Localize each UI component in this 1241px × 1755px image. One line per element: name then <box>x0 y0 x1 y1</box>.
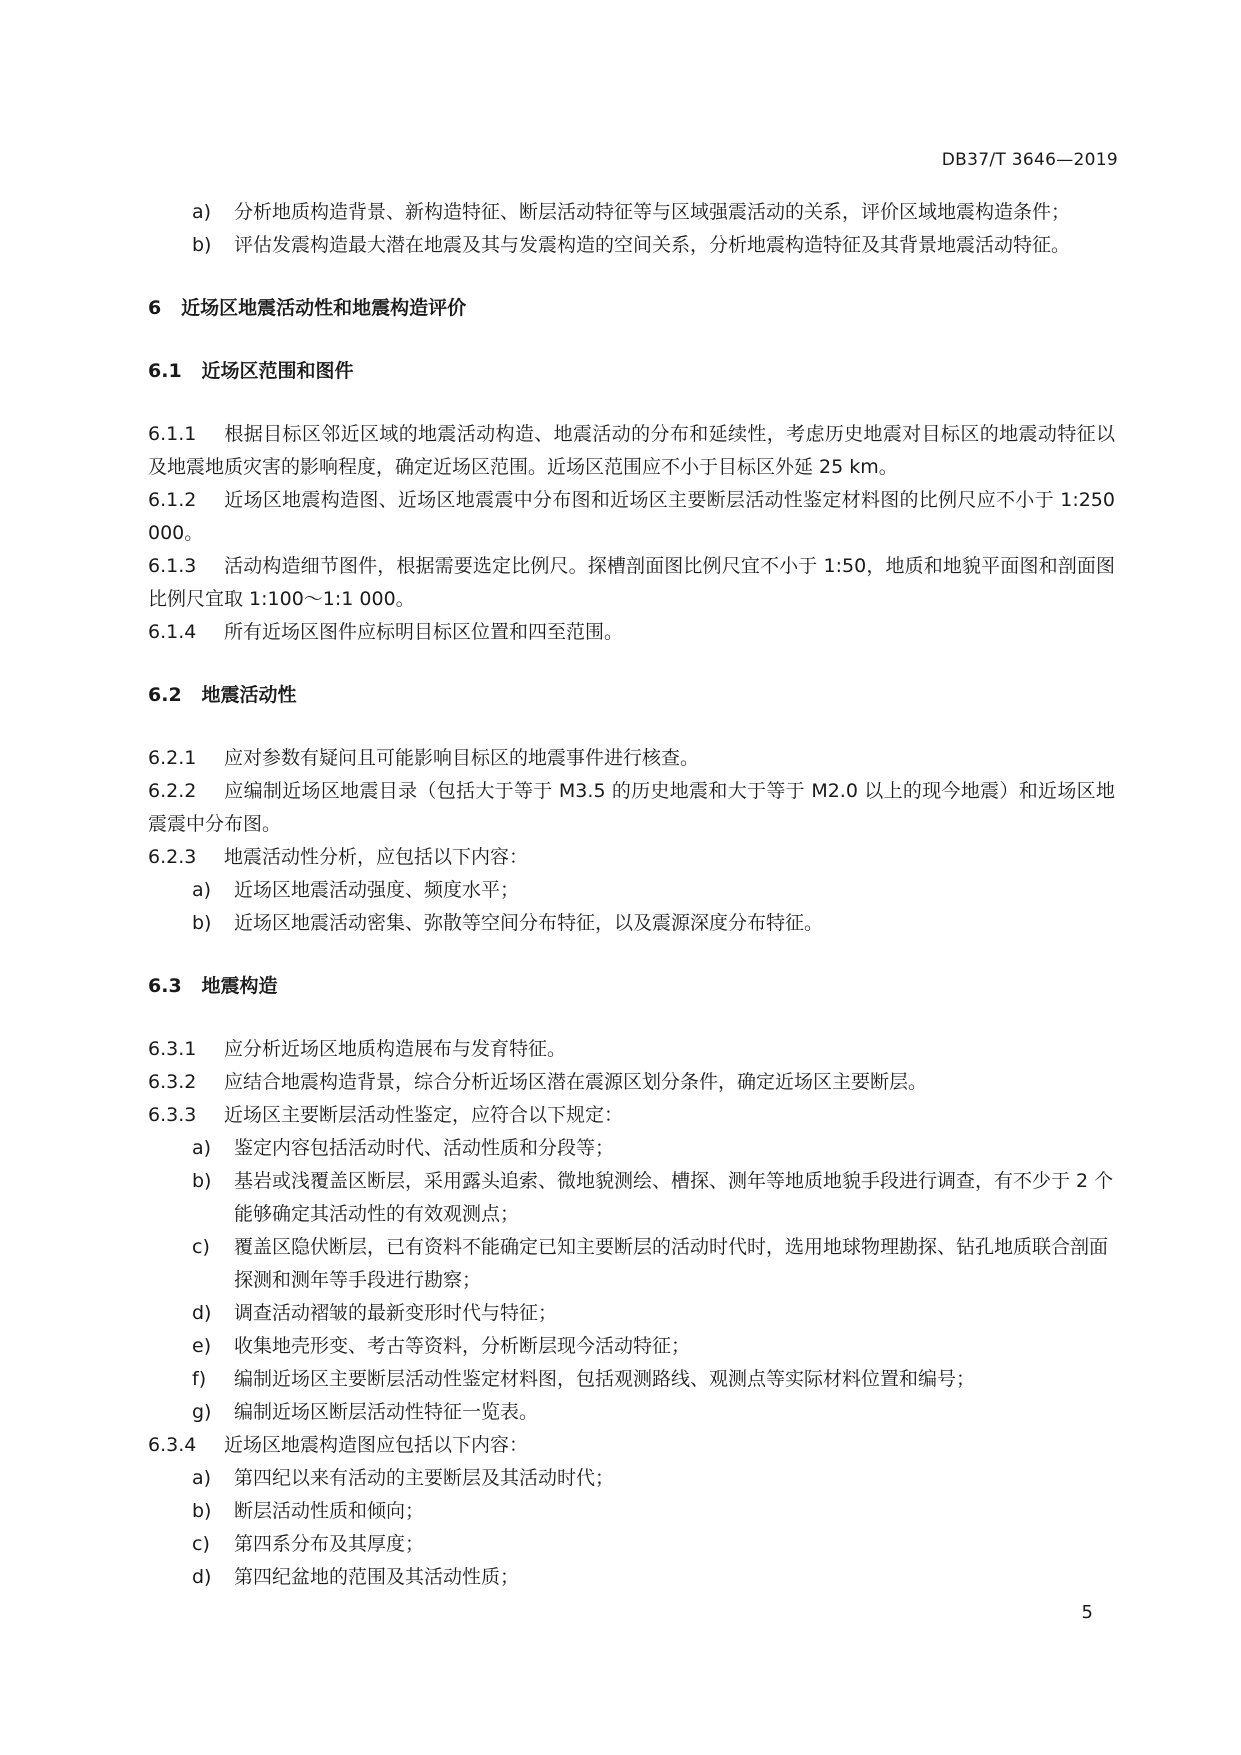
list-marker: c) <box>192 1236 210 1258</box>
list-marker: d) <box>192 1302 212 1324</box>
list-marker: b) <box>192 912 212 934</box>
list-marker: c) <box>192 1533 210 1555</box>
clause-number: 6.3.4 <box>148 1434 197 1456</box>
clause-text: 应分析近场区地质构造展布与发育特征。 <box>224 1038 567 1060</box>
list-text: 近场区地震活动密集、弥散等空间分布特征，以及震源深度分布特征。 <box>234 912 824 934</box>
section-title: 近场区范围和图件 <box>201 360 354 382</box>
page-number: 5 <box>1081 1602 1093 1623</box>
section-number: 6.1 <box>148 360 182 382</box>
list-marker: b) <box>192 1170 212 1192</box>
list-marker: a) <box>192 201 212 223</box>
list-text: 分析地质构造背景、新构造特征、断层活动特征等与区域强震活动的关系，评价区域地震构造条件； <box>234 201 1071 223</box>
clause-text: 应编制近场区地震目录（包括大于等于 M3.5 的历史地震和大于等于 M2.0 以上的现今地震）和近场区地震震中分布图。 <box>148 780 1115 835</box>
clause-text: 近场区地震构造图、近场区地震震中分布图和近场区主要断层活动性鉴定材料图的比例尺应不小于 1:250 000。 <box>148 489 1115 544</box>
list-text: 覆盖区隐伏断层，已有资料不能确定已知主要断层的活动时代时，选用地球物理勘探、钻孔地质联合剖面探测和测年等手段进行勘察； <box>234 1236 1109 1291</box>
list-text: 第四纪盆地的范围及其活动性质； <box>234 1566 520 1588</box>
section-number: 6.2 <box>148 684 182 706</box>
list-text: 断层活动性质和倾向； <box>234 1500 425 1522</box>
clause-number: 6.2.2 <box>148 780 197 802</box>
clause-text: 应结合地震构造背景，综合分析近场区潜在震源区划分条件，确定近场区主要断层。 <box>224 1071 928 1093</box>
list-marker: a) <box>192 879 212 901</box>
list-text: 鉴定内容包括活动时代、活动性质和分段等； <box>234 1137 615 1159</box>
clause-number: 6.3.2 <box>148 1071 197 1093</box>
clause-number: 6.1.4 <box>148 621 197 643</box>
clause-6-2-2 <box>148 775 1115 841</box>
list-marker: b) <box>192 234 212 256</box>
clause-6-3-3 <box>148 1099 1115 1132</box>
list-item <box>148 196 1115 229</box>
clause-6-2-3 <box>148 841 1115 874</box>
section-title: 地震构造 <box>201 975 278 997</box>
list-text: 第四纪以来有活动的主要断层及其活动时代； <box>234 1467 615 1489</box>
clause-6-1-4 <box>148 616 1115 649</box>
clause-text: 应对参数有疑问且可能影响目标区的地震事件进行核查。 <box>224 747 700 769</box>
list-text: 编制近场区主要断层活动性鉴定材料图，包括观测路线、观测点等实际材料位置和编号； <box>234 1368 976 1390</box>
list-item <box>148 1231 1115 1297</box>
list-text: 调查活动褶皱的最新变形时代与特征； <box>234 1302 558 1324</box>
section-heading-6 <box>148 292 1115 325</box>
clause-6-2-1 <box>148 742 1115 775</box>
document-code: DB37/T 3646—2019 <box>941 150 1118 170</box>
list-item <box>148 907 1115 940</box>
list-item <box>148 1297 1115 1330</box>
section-title: 近场区地震活动性和地震构造评价 <box>181 297 467 319</box>
list-marker: a) <box>192 1137 212 1159</box>
clause-text: 地震活动性分析，应包括以下内容： <box>224 846 529 868</box>
clause-6-1-2 <box>148 484 1115 550</box>
list-item <box>148 229 1115 262</box>
clause-text: 根据目标区邻近区域的地震活动构造、地震活动的分布和延续性，考虑历史地震对目标区的地震动特征以及地震地质灾害的影响程度，确定近场区范围。近场区范围应不小于目标区外延 25 km。 <box>148 423 1115 478</box>
clause-6-1-1 <box>148 418 1115 484</box>
list-item <box>148 1396 1115 1429</box>
list-text: 基岩或浅覆盖区断层，采用露头追索、微地貌测绘、槽探、测年等地质地貌手段进行调查，有不少于 2 个能够确定其活动性的有效观测点； <box>234 1170 1114 1225</box>
clause-number: 6.2.3 <box>148 846 197 868</box>
clause-6-3-4 <box>148 1429 1115 1462</box>
list-item <box>148 1528 1115 1561</box>
list-marker: e) <box>192 1335 212 1357</box>
clause-text: 近场区主要断层活动性鉴定，应符合以下规定： <box>224 1104 624 1126</box>
clause-number: 6.1.2 <box>148 489 197 511</box>
list-item <box>148 1165 1115 1231</box>
clause-text: 活动构造细节图件，根据需要选定比例尺。探槽剖面图比例尺宜不小于 1:50，地质和地貌平面图和剖面图比例尺宜取 1:100～1:1 000。 <box>148 555 1115 610</box>
list-marker: g) <box>192 1401 212 1423</box>
clause-number: 6.2.1 <box>148 747 197 769</box>
list-marker: f) <box>192 1368 207 1390</box>
clause-6-3-2 <box>148 1066 1115 1099</box>
list-text: 收集地壳形变、考古等资料，分析断层现今活动特征； <box>234 1335 691 1357</box>
list-item <box>148 874 1115 907</box>
page-content <box>148 196 1115 1594</box>
list-item <box>148 1561 1115 1594</box>
list-text: 第四系分布及其厚度； <box>234 1533 425 1555</box>
list-text: 编制近场区断层活动性特征一览表。 <box>234 1401 539 1423</box>
section-title: 地震活动性 <box>201 684 297 706</box>
clause-number: 6.3.1 <box>148 1038 197 1060</box>
section-heading-6-2 <box>148 679 1115 712</box>
list-item <box>148 1132 1115 1165</box>
clause-number: 6.3.3 <box>148 1104 197 1126</box>
clause-number: 6.1.3 <box>148 555 197 577</box>
section-heading-6-1 <box>148 355 1115 388</box>
list-marker: b) <box>192 1500 212 1522</box>
list-item <box>148 1462 1115 1495</box>
list-text: 评估发震构造最大潜在地震及其与发震构造的空间关系，分析地震构造特征及其背景地震活动特征。 <box>234 234 1071 256</box>
list-marker: d) <box>192 1566 212 1588</box>
clause-text: 近场区地震构造图应包括以下内容： <box>224 1434 529 1456</box>
list-item <box>148 1363 1115 1396</box>
section-number: 6.3 <box>148 975 182 997</box>
list-text: 近场区地震活动强度、频度水平； <box>234 879 520 901</box>
section-heading-6-3 <box>148 970 1115 1003</box>
clause-number: 6.1.1 <box>148 423 197 445</box>
clause-6-1-3 <box>148 550 1115 616</box>
list-item <box>148 1495 1115 1528</box>
section-number: 6 <box>148 297 162 319</box>
list-item <box>148 1330 1115 1363</box>
clause-6-3-1 <box>148 1033 1115 1066</box>
list-marker: a) <box>192 1467 212 1489</box>
clause-text: 所有近场区图件应标明目标区位置和四至范围。 <box>224 621 624 643</box>
